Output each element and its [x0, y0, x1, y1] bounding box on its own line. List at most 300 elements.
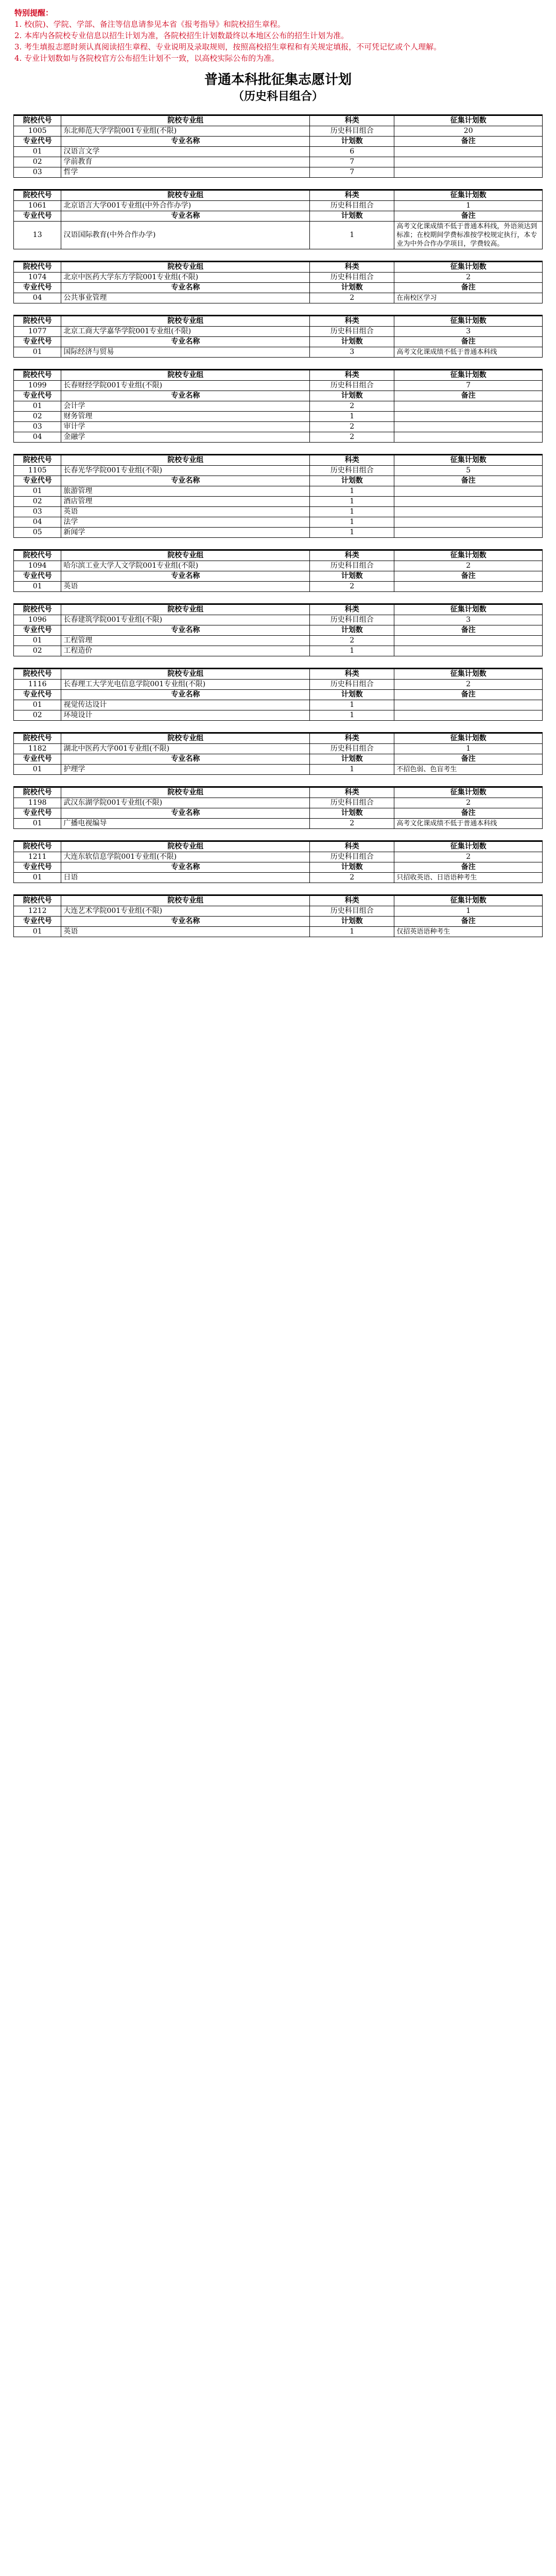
inst-subject: 历史科目组合: [310, 852, 394, 862]
header-inst-code: 院校代号: [14, 316, 61, 327]
header-row: [14, 191, 543, 201]
major-code: 01: [14, 347, 61, 358]
major-count: 1: [310, 486, 394, 497]
header-major-name: 专业名称: [61, 137, 310, 147]
header-row: [14, 605, 543, 615]
major-row: [14, 927, 543, 937]
header-major-code: 专业代号: [14, 137, 61, 147]
header-plan-count: 征集计划数: [394, 669, 543, 680]
header-major-code: 专业代号: [14, 690, 61, 700]
institution-table: [13, 455, 543, 538]
major-remark: [394, 147, 543, 157]
major-remark: [394, 432, 543, 443]
major-row: [14, 700, 543, 710]
major-code: 01: [14, 873, 61, 883]
major-count: 2: [310, 422, 394, 432]
major-name: 广播电视编导: [61, 819, 310, 829]
header-inst-name: 院校专业组: [61, 551, 310, 561]
header-major-code: 专业代号: [14, 476, 61, 486]
major-name: 工程造价: [61, 646, 310, 656]
inst-total: 2: [394, 273, 543, 283]
major-name: 视觉传达设计: [61, 700, 310, 710]
header-inst-name: 院校专业组: [61, 669, 310, 680]
inst-name: 大连艺术学院001专业组(不限): [61, 906, 310, 917]
major-remark: [394, 401, 543, 412]
header-row: [14, 337, 543, 347]
major-row: [14, 507, 543, 517]
inst-name: 东北师范大学学院001专业组(不限): [61, 126, 310, 137]
header-count: 计划数: [310, 571, 394, 582]
header-major-code: 专业代号: [14, 754, 61, 765]
major-count: 2: [310, 636, 394, 646]
major-row: [14, 147, 543, 157]
institution-table: [13, 550, 543, 592]
header-inst-name: 院校专业组: [61, 116, 310, 126]
header-plan-count: 征集计划数: [394, 551, 543, 561]
header-remark: 备注: [394, 391, 543, 401]
header-major-name: 专业名称: [61, 337, 310, 347]
header-major-name: 专业名称: [61, 754, 310, 765]
major-code: 02: [14, 710, 61, 721]
major-name: 金融学: [61, 432, 310, 443]
header-row: [14, 571, 543, 582]
document-title: 普通本科批征集志愿计划: [204, 72, 352, 88]
major-row: [14, 293, 543, 303]
inst-code: 1061: [14, 201, 61, 211]
header-inst-name: 院校专业组: [61, 734, 310, 744]
institution-table: [13, 841, 543, 883]
major-count: 2: [310, 432, 394, 443]
major-code: 05: [14, 528, 61, 538]
major-row: [14, 486, 543, 497]
major-row: [14, 432, 543, 443]
header-inst-code: 院校代号: [14, 669, 61, 680]
major-count: 2: [310, 401, 394, 412]
inst-name: 湖北中医药大学001专业组(不限): [61, 744, 310, 754]
institution-table: [13, 604, 543, 656]
header-row: [14, 551, 543, 561]
major-name: 审计学: [61, 422, 310, 432]
header-plan-count: 征集计划数: [394, 896, 543, 906]
major-remark: [394, 497, 543, 507]
major-code: 02: [14, 412, 61, 422]
header-inst-name: 院校专业组: [61, 370, 310, 381]
major-remark: 高考文化课成绩不低于普通本科线: [394, 819, 543, 829]
header-major-code: 专业代号: [14, 862, 61, 873]
major-name: 财务管理: [61, 412, 310, 422]
institution-block: [13, 261, 543, 303]
header-count: 计划数: [310, 625, 394, 636]
institution-block: [13, 894, 543, 937]
major-count: 1: [310, 700, 394, 710]
header-major-name: 专业名称: [61, 211, 310, 222]
header-plan-count: 征集计划数: [394, 734, 543, 744]
major-row: [14, 517, 543, 528]
major-code: 01: [14, 765, 61, 775]
major-remark: 仅招英语语种考生: [394, 927, 543, 937]
inst-total: 1: [394, 201, 543, 211]
header-subject: 科类: [310, 605, 394, 615]
inst-code: 1105: [14, 466, 61, 476]
header-row: [14, 262, 543, 273]
major-name: 英语: [61, 582, 310, 592]
header-plan-count: 征集计划数: [394, 116, 543, 126]
inst-total: 1: [394, 744, 543, 754]
inst-code: 1198: [14, 798, 61, 808]
header-count: 计划数: [310, 754, 394, 765]
header-plan-count: 征集计划数: [394, 370, 543, 381]
header-major-name: 专业名称: [61, 571, 310, 582]
header-subject: 科类: [310, 896, 394, 906]
header-plan-count: 征集计划数: [394, 788, 543, 798]
major-name: 护理学: [61, 765, 310, 775]
inst-subject: 历史科目组合: [310, 201, 394, 211]
inst-total: 3: [394, 327, 543, 337]
major-row: [14, 582, 543, 592]
institution-block: [13, 603, 543, 656]
plan-tables: [0, 114, 556, 937]
inst-subject: 历史科目组合: [310, 381, 394, 391]
header-remark: 备注: [394, 754, 543, 765]
major-name: 日语: [61, 873, 310, 883]
institution-block: [13, 189, 543, 249]
header-remark: 备注: [394, 476, 543, 486]
header-major-code: 专业代号: [14, 625, 61, 636]
header-inst-code: 院校代号: [14, 788, 61, 798]
major-count: 1: [310, 497, 394, 507]
inst-code: 1212: [14, 906, 61, 917]
header-major-name: 专业名称: [61, 690, 310, 700]
major-row: [14, 819, 543, 829]
inst-code: 1116: [14, 680, 61, 690]
header-subject: 科类: [310, 551, 394, 561]
major-row: [14, 646, 543, 656]
major-count: 1: [310, 646, 394, 656]
header-row: [14, 690, 543, 700]
major-count: 1: [310, 222, 394, 249]
institution-row: [14, 466, 543, 476]
header-major-code: 专业代号: [14, 337, 61, 347]
institution-row: [14, 327, 543, 337]
header-inst-code: 院校代号: [14, 191, 61, 201]
major-remark: [394, 710, 543, 721]
header-remark: 备注: [394, 571, 543, 582]
major-code: 01: [14, 636, 61, 646]
header-row: [14, 211, 543, 222]
header-major-code: 专业代号: [14, 808, 61, 819]
inst-subject: 历史科目组合: [310, 273, 394, 283]
header-inst-name: 院校专业组: [61, 316, 310, 327]
major-name: 汉语国际教育(中外合作办学): [61, 222, 310, 249]
notice-line: 4. 专业计划数如与各院校官方公布招生计划不一致，以高校实际公布的为准。: [14, 54, 280, 63]
header-count: 计划数: [310, 476, 394, 486]
major-code: 13: [14, 222, 61, 249]
major-remark: 在南校区学习: [394, 293, 543, 303]
header-count: 计划数: [310, 137, 394, 147]
major-name: 工程管理: [61, 636, 310, 646]
major-count: 1: [310, 412, 394, 422]
inst-name: 北京工商大学嘉华学院001专业组(不限): [61, 327, 310, 337]
institution-row: [14, 615, 543, 625]
institution-table: [13, 787, 543, 829]
major-remark: [394, 636, 543, 646]
header-remark: 备注: [394, 690, 543, 700]
major-row: [14, 347, 543, 358]
header-remark: 备注: [394, 211, 543, 222]
major-remark: [394, 582, 543, 592]
major-row: [14, 528, 543, 538]
major-name: 汉语言文学: [61, 147, 310, 157]
header-plan-count: 征集计划数: [394, 262, 543, 273]
institution-block: [13, 114, 543, 178]
header-major-name: 专业名称: [61, 283, 310, 293]
inst-name: 武汉东湖学院001专业组(不限): [61, 798, 310, 808]
header-inst-name: 院校专业组: [61, 605, 310, 615]
header-major-code: 专业代号: [14, 283, 61, 293]
header-inst-code: 院校代号: [14, 896, 61, 906]
major-count: 7: [310, 167, 394, 178]
header-row: [14, 754, 543, 765]
header-major-code: 专业代号: [14, 571, 61, 582]
header-major-name: 专业名称: [61, 917, 310, 927]
inst-subject: 历史科目组合: [310, 327, 394, 337]
major-code: 04: [14, 432, 61, 443]
major-row: [14, 422, 543, 432]
header-inst-code: 院校代号: [14, 262, 61, 273]
institution-row: [14, 906, 543, 917]
institution-table: [13, 669, 543, 721]
header-plan-count: 征集计划数: [394, 455, 543, 466]
major-count: 1: [310, 710, 394, 721]
header-subject: 科类: [310, 455, 394, 466]
header-row: [14, 455, 543, 466]
header-count: 计划数: [310, 391, 394, 401]
header-subject: 科类: [310, 669, 394, 680]
inst-total: 3: [394, 615, 543, 625]
header-count: 计划数: [310, 862, 394, 873]
header-subject: 科类: [310, 842, 394, 852]
header-row: [14, 669, 543, 680]
major-remark: [394, 646, 543, 656]
header-row: [14, 734, 543, 744]
inst-code: 1094: [14, 561, 61, 571]
header-row: [14, 476, 543, 486]
institution-row: [14, 852, 543, 862]
header-row: [14, 896, 543, 906]
major-count: 1: [310, 517, 394, 528]
header-inst-name: 院校专业组: [61, 455, 310, 466]
header-plan-count: 征集计划数: [394, 842, 543, 852]
institution-block: [13, 786, 543, 829]
major-code: 02: [14, 646, 61, 656]
header-plan-count: 征集计划数: [394, 605, 543, 615]
institution-block: [13, 369, 543, 443]
institution-table: [13, 733, 543, 775]
major-code: 01: [14, 147, 61, 157]
institution-table: [13, 316, 543, 358]
major-name: 法学: [61, 517, 310, 528]
header-remark: 备注: [394, 283, 543, 293]
major-name: 新闻学: [61, 528, 310, 538]
institution-block: [13, 454, 543, 538]
inst-total: 2: [394, 852, 543, 862]
inst-total: 7: [394, 381, 543, 391]
header-subject: 科类: [310, 370, 394, 381]
header-inst-name: 院校专业组: [61, 788, 310, 798]
notice: [0, 0, 556, 64]
major-row: [14, 167, 543, 178]
document-subtitle: （历史科目组合）: [232, 90, 323, 103]
major-name: 国际经济与贸易: [61, 347, 310, 358]
header-inst-code: 院校代号: [14, 455, 61, 466]
header-inst-name: 院校专业组: [61, 262, 310, 273]
institution-row: [14, 381, 543, 391]
institution-block: [13, 549, 543, 592]
header-remark: 备注: [394, 862, 543, 873]
major-code: 04: [14, 293, 61, 303]
header-major-name: 专业名称: [61, 391, 310, 401]
major-name: 会计学: [61, 401, 310, 412]
inst-total: 2: [394, 561, 543, 571]
notice-line: 3. 考生填报志愿时须认真阅读招生章程、专业说明及录取规则，按照高校招生章程和有关规定填报，不可凭记忆或个人理解。: [14, 42, 442, 52]
major-remark: [394, 507, 543, 517]
major-row: [14, 222, 543, 249]
header-major-name: 专业名称: [61, 808, 310, 819]
major-count: 2: [310, 293, 394, 303]
inst-total: 2: [394, 680, 543, 690]
notice-title: 特别提醒：: [14, 8, 54, 18]
major-count: 1: [310, 507, 394, 517]
inst-code: 1211: [14, 852, 61, 862]
header-inst-code: 院校代号: [14, 842, 61, 852]
header-row: [14, 917, 543, 927]
inst-code: 1096: [14, 615, 61, 625]
header-row: [14, 788, 543, 798]
institution-row: [14, 680, 543, 690]
major-code: 01: [14, 700, 61, 710]
institution-block: [13, 315, 543, 358]
header-row: [14, 391, 543, 401]
institution-table: [13, 262, 543, 303]
major-name: 公共事业管理: [61, 293, 310, 303]
inst-subject: 历史科目组合: [310, 798, 394, 808]
major-row: [14, 401, 543, 412]
institution-table: [13, 115, 543, 178]
inst-name: 北京语言大学001专业组(中外合作办学): [61, 201, 310, 211]
header-subject: 科类: [310, 191, 394, 201]
header-count: 计划数: [310, 337, 394, 347]
major-name: 英语: [61, 507, 310, 517]
major-remark: [394, 157, 543, 167]
header-major-code: 专业代号: [14, 211, 61, 222]
major-remark: 不招色弱、色盲考生: [394, 765, 543, 775]
major-count: 7: [310, 157, 394, 167]
header-count: 计划数: [310, 690, 394, 700]
major-count: 3: [310, 347, 394, 358]
institution-row: [14, 126, 543, 137]
header-row: [14, 842, 543, 852]
major-name: 英语: [61, 927, 310, 937]
major-name: 环境设计: [61, 710, 310, 721]
major-code: 03: [14, 167, 61, 178]
inst-code: 1182: [14, 744, 61, 754]
header-count: 计划数: [310, 211, 394, 222]
major-remark: [394, 412, 543, 422]
header-row: [14, 316, 543, 327]
major-code: 02: [14, 157, 61, 167]
inst-code: 1077: [14, 327, 61, 337]
institution-block: [13, 732, 543, 775]
notice-line: 2. 本库内各院校专业信息以招生计划为准，各院校招生计划数最终以本地区公布的招生计划为准。: [14, 31, 349, 40]
inst-subject: 历史科目组合: [310, 615, 394, 625]
major-remark: [394, 422, 543, 432]
header-count: 计划数: [310, 808, 394, 819]
inst-total: 2: [394, 798, 543, 808]
inst-code: 1005: [14, 126, 61, 137]
institution-row: [14, 744, 543, 754]
header-subject: 科类: [310, 116, 394, 126]
header-major-name: 专业名称: [61, 625, 310, 636]
header-major-name: 专业名称: [61, 476, 310, 486]
inst-name: 哈尔滨工业大学人文学院001专业组(不限): [61, 561, 310, 571]
major-code: 01: [14, 582, 61, 592]
header-count: 计划数: [310, 917, 394, 927]
inst-name: 大连东软信息学院001专业组(不限): [61, 852, 310, 862]
header-inst-code: 院校代号: [14, 734, 61, 744]
header-remark: 备注: [394, 625, 543, 636]
header-major-code: 专业代号: [14, 391, 61, 401]
major-remark: 只招收英语、日语语种考生: [394, 873, 543, 883]
inst-subject: 历史科目组合: [310, 680, 394, 690]
header-row: [14, 370, 543, 381]
header-remark: 备注: [394, 917, 543, 927]
inst-name: 长春建筑学院001专业组(不限): [61, 615, 310, 625]
major-remark: [394, 167, 543, 178]
header-count: 计划数: [310, 283, 394, 293]
header-plan-count: 征集计划数: [394, 191, 543, 201]
header-subject: 科类: [310, 262, 394, 273]
inst-name: 长春理工大学光电信息学院001专业组(不限): [61, 680, 310, 690]
header-inst-name: 院校专业组: [61, 896, 310, 906]
major-row: [14, 412, 543, 422]
major-code: 04: [14, 517, 61, 528]
major-code: 01: [14, 819, 61, 829]
major-count: 2: [310, 582, 394, 592]
header-plan-count: 征集计划数: [394, 316, 543, 327]
major-name: 学前教育: [61, 157, 310, 167]
header-remark: 备注: [394, 337, 543, 347]
major-row: [14, 710, 543, 721]
major-count: 1: [310, 765, 394, 775]
major-remark: [394, 528, 543, 538]
major-count: 2: [310, 819, 394, 829]
header-row: [14, 808, 543, 819]
institution-row: [14, 273, 543, 283]
institution-table: [13, 895, 543, 937]
header-major-code: 专业代号: [14, 917, 61, 927]
major-name: 酒店管理: [61, 497, 310, 507]
header-subject: 科类: [310, 788, 394, 798]
major-code: 02: [14, 497, 61, 507]
header-subject: 科类: [310, 316, 394, 327]
major-code: 01: [14, 486, 61, 497]
institution-table: [13, 190, 543, 249]
inst-subject: 历史科目组合: [310, 561, 394, 571]
major-row: [14, 765, 543, 775]
major-count: 1: [310, 528, 394, 538]
inst-total: 5: [394, 466, 543, 476]
inst-total: 1: [394, 906, 543, 917]
